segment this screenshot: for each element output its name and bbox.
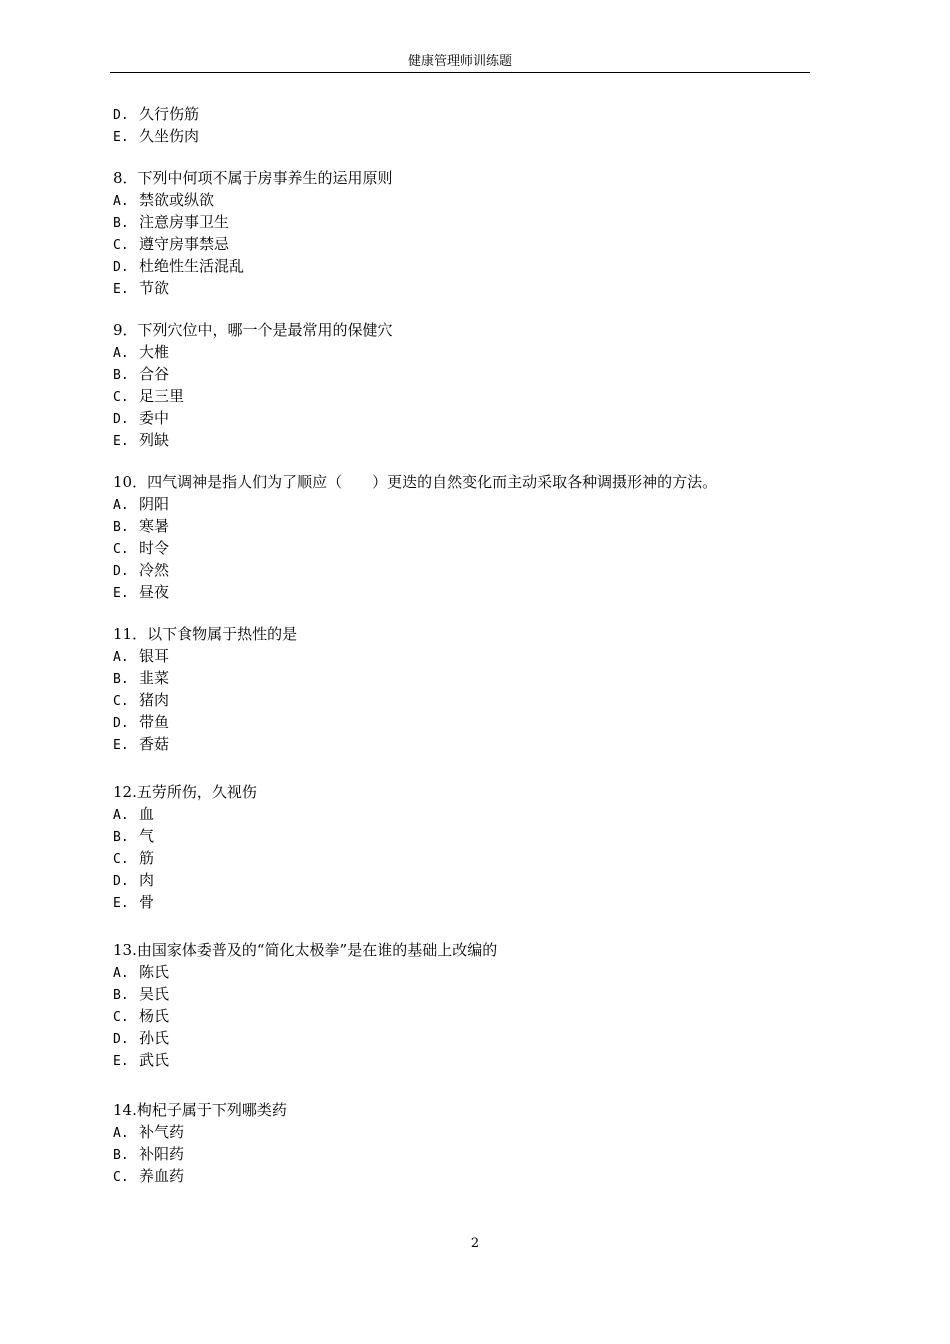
option-line — [113, 733, 833, 755]
option-letter: E. — [113, 738, 129, 753]
option-text: 补阳药 — [139, 1145, 185, 1163]
option-line — [113, 537, 833, 559]
option-letter: C. — [113, 390, 129, 405]
option-letter: B. — [113, 672, 129, 687]
option-line — [113, 233, 833, 255]
option-line — [113, 559, 833, 581]
question-stem: 14.枸杞子属于下列哪类药 — [113, 1101, 287, 1119]
option-text: 武氏 — [139, 1051, 170, 1069]
page-number: 2 — [470, 1236, 480, 1251]
option-letter: B. — [113, 988, 129, 1003]
option-letter: A. — [113, 346, 129, 361]
page-header: 健康管理师训练题 — [407, 54, 512, 69]
option-line — [113, 255, 833, 277]
option-text: 冷然 — [139, 561, 170, 579]
option-text: 委中 — [139, 409, 170, 427]
question-stem: 12.五劳所伤，久视伤 — [113, 783, 257, 801]
option-line — [113, 689, 833, 711]
option-letter: D. — [113, 108, 129, 123]
option-letter: A. — [113, 194, 129, 209]
option-text: 带鱼 — [139, 713, 170, 731]
option-letter: A. — [113, 966, 129, 981]
option-letter: D. — [113, 716, 129, 731]
option-text: 血 — [139, 805, 155, 823]
option-letter: D. — [113, 1032, 129, 1047]
option-letter: C. — [113, 694, 129, 709]
option-line — [113, 667, 833, 689]
option-line — [113, 515, 833, 537]
option-letter: D. — [113, 874, 129, 889]
option-text: 香菇 — [139, 735, 170, 753]
option-letter: C. — [113, 238, 129, 253]
option-text: 大椎 — [139, 343, 170, 361]
header-divider — [110, 72, 810, 73]
option-letter: C. — [113, 542, 129, 557]
option-letter: E. — [113, 434, 129, 449]
option-letter: D. — [113, 260, 129, 275]
option-text: 昼夜 — [139, 583, 170, 601]
option-text: 阴阳 — [139, 495, 170, 513]
option-letter: A. — [113, 1126, 129, 1141]
option-text: 孙氏 — [139, 1029, 170, 1047]
option-line — [113, 961, 833, 983]
option-line — [113, 407, 833, 429]
option-line — [113, 581, 833, 603]
option-line — [113, 1165, 833, 1187]
question-stem: 10．四气调神是指人们为了顺应（ ）更迭的自然变化而主动采取各种调摄形神的方法。 — [113, 473, 718, 491]
option-line — [113, 1121, 833, 1143]
option-letter: A. — [113, 650, 129, 665]
question-stem: 9．下列穴位中，哪一个是最常用的保健穴 — [113, 321, 393, 339]
option-line — [113, 1027, 833, 1049]
option-text: 肉 — [139, 871, 155, 889]
option-letter: E. — [113, 130, 129, 145]
option-letter: B. — [113, 368, 129, 383]
option-line — [113, 277, 833, 299]
option-text: 陈氏 — [139, 963, 170, 981]
option-text: 时令 — [139, 539, 170, 557]
option-line — [113, 803, 833, 825]
option-text: 吴氏 — [139, 985, 170, 1003]
option-text: 气 — [139, 827, 155, 845]
option-line — [113, 211, 833, 233]
option-text: 足三里 — [139, 387, 185, 405]
option-line — [113, 493, 833, 515]
option-text: 节欲 — [139, 279, 170, 297]
option-line — [113, 189, 833, 211]
option-letter: B. — [113, 216, 129, 231]
option-text: 久坐伤肉 — [139, 127, 200, 145]
option-letter: B. — [113, 520, 129, 535]
option-text: 禁欲或纵欲 — [139, 191, 215, 209]
option-text: 合谷 — [139, 365, 170, 383]
question-stem: 11．以下食物属于热性的是 — [113, 625, 298, 643]
option-letter: E. — [113, 896, 129, 911]
option-line — [113, 869, 833, 891]
question-stem: 13.由国家体委普及的“简化太极拳”是在谁的基础上改编的 — [113, 941, 498, 959]
option-line — [113, 1049, 833, 1071]
option-text: 筋 — [139, 849, 155, 867]
option-text: 寒暑 — [139, 517, 170, 535]
option-letter: D. — [113, 412, 129, 427]
option-line — [113, 1005, 833, 1027]
option-letter: C. — [113, 852, 129, 867]
option-letter: C. — [113, 1010, 129, 1025]
option-line — [113, 891, 833, 913]
option-text: 养血药 — [139, 1167, 185, 1185]
option-text: 补气药 — [139, 1123, 185, 1141]
option-letter: E. — [113, 282, 129, 297]
option-letter: A. — [113, 808, 129, 823]
option-line — [113, 429, 833, 451]
option-line — [113, 645, 833, 667]
option-line — [113, 983, 833, 1005]
option-text: 注意房事卫生 — [139, 213, 230, 231]
option-line — [113, 711, 833, 733]
option-letter: B. — [113, 1148, 129, 1163]
option-text: 骨 — [139, 893, 155, 911]
option-text: 猪肉 — [139, 691, 170, 709]
option-letter: A. — [113, 498, 129, 513]
option-letter: B. — [113, 830, 129, 845]
question-stem: 8．下列中何项不属于房事养生的运用原则 — [113, 169, 393, 187]
option-text: 杜绝性生活混乱 — [139, 257, 245, 275]
option-line — [113, 1143, 833, 1165]
option-text: 杨氏 — [139, 1007, 170, 1025]
option-text: 韭菜 — [139, 669, 170, 687]
option-line — [113, 363, 833, 385]
question-list — [113, 103, 833, 1187]
option-line — [113, 825, 833, 847]
option-text: 久行伤筋 — [139, 105, 200, 123]
option-letter: D. — [113, 564, 129, 579]
option-letter: C. — [113, 1170, 129, 1185]
option-text: 银耳 — [139, 647, 170, 665]
option-line — [113, 847, 833, 869]
option-line — [113, 103, 833, 125]
option-text: 列缺 — [139, 431, 170, 449]
option-line — [113, 125, 833, 147]
option-text: 遵守房事禁忌 — [139, 235, 230, 253]
option-line — [113, 341, 833, 363]
option-line — [113, 385, 833, 407]
option-letter: E. — [113, 1054, 129, 1069]
option-letter: E. — [113, 586, 129, 601]
